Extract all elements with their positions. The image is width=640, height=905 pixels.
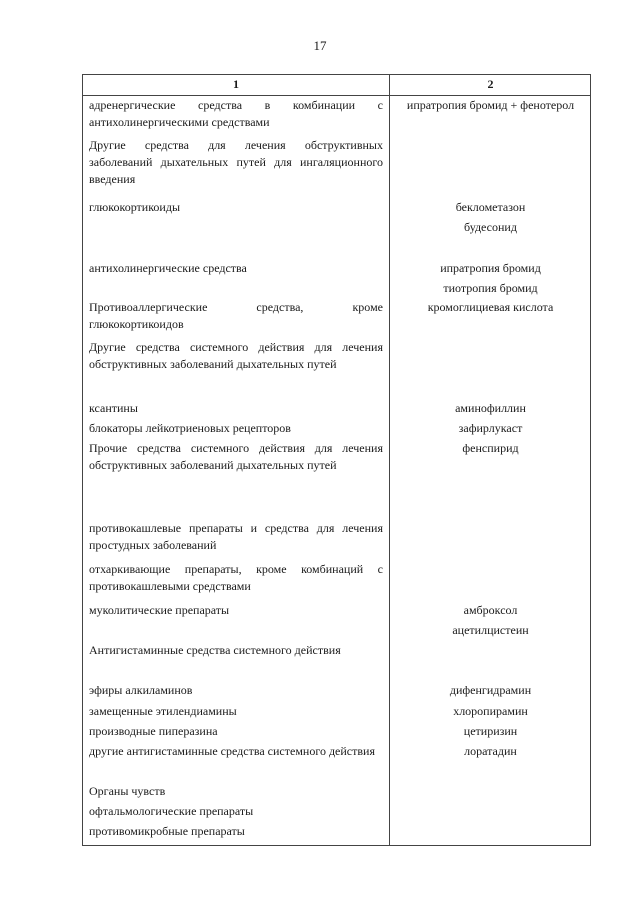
drug-cell: цетиризин xyxy=(463,724,518,738)
category-cell: производные пиперазина xyxy=(89,724,218,738)
category-cell: глюкокортикоиды xyxy=(89,200,181,214)
drug-cell: хлоропирамин xyxy=(453,704,528,718)
category-cell: Противоаллергические средства, кроме глюкокортикоидов xyxy=(89,300,383,331)
category-cell: офтальмологические препараты xyxy=(89,804,254,818)
drug-cell: ипратропия бромид + фенотерол xyxy=(406,98,575,112)
drug-cell: будесонид xyxy=(464,220,517,234)
drug-cell: беклометазон xyxy=(455,200,526,214)
drug-cell: зафирлукаст xyxy=(458,421,523,435)
drug-cell: фенспирид xyxy=(462,441,519,455)
drug-cell: амброксол xyxy=(463,603,518,617)
drug-cell: ипратропия бромид xyxy=(440,261,541,275)
drug-cell: аминофиллин xyxy=(455,401,526,415)
page-number: 17 xyxy=(313,38,327,53)
drug-cell: дифенгидрамин xyxy=(449,683,532,697)
category-cell: другие антигистаминные средства системного действия xyxy=(89,744,375,758)
category-cell: Органы чувств xyxy=(89,784,166,798)
category-cell: Прочие средства системного действия для лечения обструктивных заболеваний дыхательных путей xyxy=(89,441,383,472)
category-cell: адренергические средства в комбинации с антихолинергическими средствами xyxy=(89,98,383,129)
column-header-1: 1 xyxy=(233,77,239,91)
category-cell: противокашлевые препараты и средства для лечения простудных заболеваний xyxy=(89,521,383,552)
category-cell: антихолинергические средства xyxy=(89,261,247,275)
category-cell: отхаркивающие препараты, кроме комбинаций с противокашлевыми средствами xyxy=(89,562,383,593)
drug-cell: лоратадин xyxy=(464,744,517,758)
drug-cell: ацетилцистеин xyxy=(452,623,529,637)
drug-cell: тиотропия бромид xyxy=(443,281,538,295)
category-cell: замещенные этилендиамины xyxy=(89,704,237,718)
category-cell: блокаторы лейкотриеновых рецепторов xyxy=(89,421,291,435)
category-cell: муколитические препараты xyxy=(89,603,230,617)
category-cell: Антигистаминные средства системного действия xyxy=(89,643,341,657)
drug-cell: кромоглициевая кислота xyxy=(427,300,554,314)
table-header-row xyxy=(83,75,590,96)
drug-table xyxy=(82,74,591,846)
category-cell: противомикробные препараты xyxy=(89,824,245,838)
column-header-2: 2 xyxy=(487,77,494,91)
category-cell: Другие средства для лечения обструктивных заболеваний дыхательных путей для ингаляционного введения xyxy=(89,138,383,186)
category-cell: Другие средства системного действия для лечения обструктивных заболеваний дыхательных путей xyxy=(89,340,383,371)
category-cell: эфиры алкиламинов xyxy=(89,683,193,697)
category-cell: ксантины xyxy=(89,401,138,415)
